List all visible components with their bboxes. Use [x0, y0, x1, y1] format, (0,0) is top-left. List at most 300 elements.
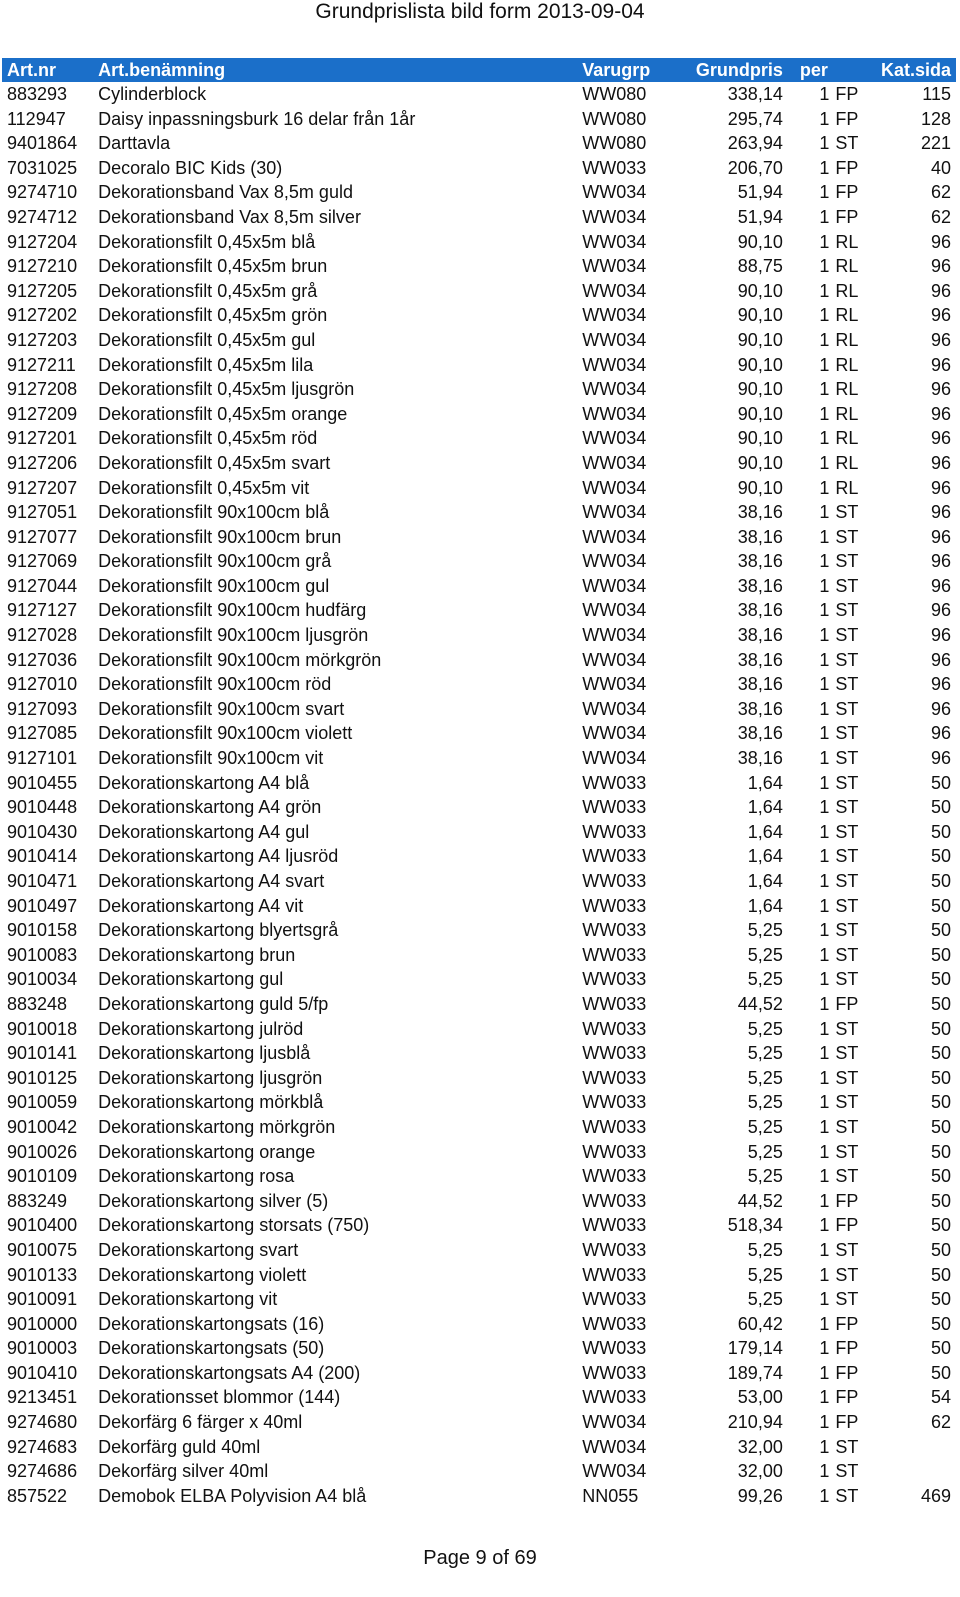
cell-art-nr: 9127036	[7, 649, 78, 670]
cell-art-nr: 9010400	[7, 1215, 78, 1236]
cell-unit: RL	[835, 231, 859, 252]
cell-unit: ST	[835, 1289, 859, 1310]
cell-qty: 1	[819, 944, 830, 965]
cell-kat-sida: 50	[930, 1362, 951, 1383]
cell-grundpris: 51,94	[737, 182, 783, 203]
cell-art-nr: 9010125	[7, 1067, 78, 1088]
cell-qty: 1	[819, 231, 830, 252]
cell-art-nr: 9127207	[7, 477, 78, 498]
table-row	[2, 598, 956, 623]
cell-art-name: Dekorationskartong ljusblå	[98, 1043, 311, 1064]
cell-grundpris: 210,94	[727, 1412, 783, 1433]
cell-varugrp: WW034	[582, 256, 647, 277]
cell-kat-sida: 96	[930, 502, 951, 523]
cell-qty: 1	[819, 1264, 830, 1285]
cell-unit: ST	[835, 969, 859, 990]
cell-grundpris: 51,94	[737, 206, 783, 227]
cell-grundpris: 38,16	[737, 502, 783, 523]
cell-grundpris: 38,16	[737, 748, 783, 769]
cell-varugrp: WW080	[582, 133, 647, 154]
cell-kat-sida: 50	[930, 1239, 951, 1260]
cell-art-nr: 9213451	[7, 1387, 78, 1408]
cell-art-name: Cylinderblock	[98, 84, 207, 104]
cell-qty: 1	[819, 1289, 830, 1310]
cell-varugrp: WW033	[582, 1116, 647, 1137]
cell-varugrp: WW034	[582, 723, 647, 744]
cell-kat-sida: 50	[930, 1338, 951, 1359]
cell-art-nr: 9127210	[7, 256, 78, 277]
cell-grundpris: 38,16	[737, 723, 783, 744]
cell-varugrp: WW033	[582, 821, 647, 842]
table-row	[2, 820, 956, 845]
cell-unit: FP	[835, 1190, 859, 1211]
cell-art-nr: 9274683	[7, 1436, 78, 1457]
cell-art-name: Dekorationskartong julröd	[98, 1018, 304, 1039]
cell-art-nr: 9401864	[7, 133, 78, 154]
cell-art-name: Dekorationsfilt 0,45x5m brun	[98, 256, 328, 277]
cell-unit: RL	[835, 477, 859, 498]
cell-varugrp: WW033	[582, 797, 647, 818]
cell-varugrp: WW033	[582, 1338, 647, 1359]
cell-art-nr: 9010091	[7, 1289, 78, 1310]
cell-unit: ST	[835, 772, 859, 793]
cell-varugrp: WW033	[582, 1190, 647, 1211]
cell-unit: RL	[835, 452, 859, 473]
cell-qty: 1	[819, 1338, 830, 1359]
cell-grundpris: 90,10	[737, 231, 783, 252]
cell-unit: ST	[835, 133, 859, 154]
cell-unit: FP	[835, 1387, 859, 1408]
cell-art-name: Dekorationskartong svart	[98, 1239, 299, 1260]
table-row	[2, 303, 956, 328]
cell-grundpris: 1,64	[747, 895, 783, 916]
cell-varugrp: WW033	[582, 1239, 647, 1260]
cell-art-name: Dekorationsfilt 0,45x5m röd	[98, 428, 318, 449]
cell-art-name: Dekorationskartong A4 gul	[98, 821, 310, 842]
cell-art-name: Dekorationsfilt 0,45x5m grön	[98, 305, 328, 326]
cell-art-nr: 9127206	[7, 452, 78, 473]
cell-art-nr: 9127204	[7, 231, 78, 252]
cell-qty: 1	[819, 403, 830, 424]
cell-unit: RL	[835, 329, 859, 350]
cell-art-name: Dekorationskartongsats A4 (200)	[98, 1362, 361, 1383]
cell-grundpris: 5,25	[747, 1092, 783, 1113]
table-row	[2, 623, 956, 648]
cell-art-name: Dekorationskartong ljusgrön	[98, 1067, 323, 1088]
cell-varugrp: WW034	[582, 698, 647, 719]
cell-art-nr: 9010075	[7, 1239, 78, 1260]
cell-varugrp: WW034	[582, 600, 647, 621]
table-row	[2, 1115, 956, 1140]
cell-qty: 1	[819, 1387, 830, 1408]
cell-kat-sida: 50	[930, 1043, 951, 1064]
cell-qty: 1	[819, 1215, 830, 1236]
cell-art-nr: 9010109	[7, 1166, 78, 1187]
cell-art-name: Daisy inpassningsburk 16 delar från 1år	[98, 108, 416, 129]
cell-varugrp: WW033	[582, 157, 647, 178]
table-header-row	[2, 58, 956, 82]
cell-art-nr: 9127201	[7, 428, 78, 449]
cell-varugrp: WW034	[582, 526, 647, 547]
cell-qty: 1	[819, 821, 830, 842]
cell-kat-sida: 96	[930, 379, 951, 400]
table-row	[2, 1484, 956, 1509]
cell-art-name: Dekorationsfilt 0,45x5m ljusgrön	[98, 379, 355, 400]
cell-grundpris: 1,64	[747, 797, 783, 818]
cell-kat-sida: 50	[930, 1166, 951, 1187]
cell-qty: 1	[819, 895, 830, 916]
table-row	[2, 967, 956, 992]
cell-unit: ST	[835, 502, 859, 523]
cell-unit: RL	[835, 305, 859, 326]
cell-varugrp: WW033	[582, 871, 647, 891]
cell-qty: 1	[819, 1190, 830, 1211]
cell-art-name: Dekorationsfilt 90x100cm hudfärg	[98, 600, 367, 621]
cell-qty: 1	[819, 84, 830, 104]
cell-art-nr: 9127208	[7, 379, 78, 400]
cell-art-nr: 9127028	[7, 625, 78, 646]
header-grundpris: Grundpris	[695, 60, 783, 80]
cell-grundpris: 179,14	[727, 1338, 783, 1359]
cell-qty: 1	[819, 551, 830, 572]
table-row	[2, 254, 956, 279]
cell-art-nr: 9127044	[7, 575, 78, 596]
cell-qty: 1	[819, 575, 830, 596]
cell-unit: ST	[835, 1239, 859, 1260]
cell-qty: 1	[819, 1239, 830, 1260]
cell-art-nr: 9127051	[7, 502, 78, 523]
cell-art-name: Dekorationsfilt 0,45x5m gul	[98, 329, 316, 350]
table-row	[2, 771, 956, 796]
table-row	[2, 500, 956, 525]
cell-unit: FP	[835, 1313, 859, 1334]
cell-art-name: Dekorationsfilt 90x100cm ljusgrön	[98, 625, 369, 646]
cell-varugrp: WW033	[582, 1313, 647, 1334]
table-row	[2, 697, 956, 722]
cell-qty: 1	[819, 846, 830, 867]
price-table	[2, 58, 956, 1508]
cell-qty: 1	[819, 698, 830, 719]
cell-qty: 1	[819, 1067, 830, 1088]
cell-unit: FP	[835, 84, 859, 104]
cell-kat-sida: 115	[922, 84, 951, 104]
cell-varugrp: WW034	[582, 477, 647, 498]
cell-qty: 1	[819, 1018, 830, 1039]
cell-unit: FP	[835, 108, 859, 129]
cell-kat-sida: 50	[930, 1141, 951, 1162]
table-row	[2, 156, 956, 181]
cell-art-name: Dekorationsfilt 0,45x5m lila	[98, 354, 314, 375]
cell-varugrp: WW033	[582, 1018, 647, 1039]
cell-art-name: Dekorationsfilt 0,45x5m orange	[98, 403, 348, 424]
cell-kat-sida: 50	[930, 1289, 951, 1310]
cell-art-nr: 9010158	[7, 920, 78, 941]
cell-unit: ST	[835, 575, 859, 596]
table-row	[2, 180, 956, 205]
cell-varugrp: WW034	[582, 625, 647, 646]
table-row	[2, 844, 956, 869]
cell-varugrp: WW033	[582, 772, 647, 793]
table-row	[2, 230, 956, 255]
cell-unit: FP	[835, 1412, 859, 1433]
table-row	[2, 1287, 956, 1312]
cell-varugrp: WW034	[582, 674, 647, 695]
cell-qty: 1	[819, 1043, 830, 1064]
cell-unit: ST	[835, 944, 859, 965]
table-row	[2, 426, 956, 451]
cell-kat-sida: 96	[930, 452, 951, 473]
cell-varugrp: WW034	[582, 551, 647, 572]
cell-qty: 1	[819, 182, 830, 203]
cell-varugrp: WW034	[582, 649, 647, 670]
cell-grundpris: 38,16	[737, 600, 783, 621]
table-row	[2, 1041, 956, 1066]
cell-varugrp: WW034	[582, 1436, 647, 1457]
cell-art-name: Dekorationskartong guld 5/fp	[98, 993, 329, 1014]
cell-art-nr: 9127127	[7, 600, 78, 621]
cell-kat-sida: 96	[930, 551, 951, 572]
cell-kat-sida: 96	[930, 280, 951, 301]
cell-qty: 1	[819, 305, 830, 326]
cell-art-nr: 112947	[7, 108, 66, 129]
cell-grundpris: 38,16	[737, 526, 783, 547]
cell-unit: RL	[835, 403, 859, 424]
table-row	[2, 1459, 956, 1484]
cell-art-name: Dekorationsfilt 90x100cm svart	[98, 698, 345, 719]
cell-art-name: Dekorationskartong storsats (750)	[98, 1215, 370, 1236]
cell-unit: ST	[835, 1461, 859, 1482]
cell-varugrp: WW034	[582, 206, 647, 227]
cell-kat-sida: 50	[930, 1018, 951, 1039]
cell-grundpris: 32,00	[737, 1436, 783, 1457]
cell-art-name: Dekorationskartong A4 vit	[98, 895, 304, 916]
cell-unit: ST	[835, 698, 859, 719]
table-row	[2, 328, 956, 353]
cell-art-name: Dekorationskartong mörkgrön	[98, 1116, 336, 1137]
cell-unit: ST	[835, 1141, 859, 1162]
cell-unit: RL	[835, 379, 859, 400]
cell-grundpris: 90,10	[737, 452, 783, 473]
cell-art-name: Dekorationskartong violett	[98, 1264, 307, 1285]
cell-art-name: Dekorationsfilt 90x100cm mörkgrön	[98, 649, 382, 670]
table-row	[2, 1140, 956, 1165]
cell-kat-sida: 50	[930, 993, 951, 1014]
cell-unit: FP	[835, 1338, 859, 1359]
cell-art-nr: 7031025	[7, 157, 78, 178]
cell-grundpris: 338,14	[727, 84, 783, 104]
cell-varugrp: WW034	[582, 305, 647, 326]
cell-art-nr: 9274712	[7, 206, 78, 227]
cell-art-name: Dekorationskartongsats (16)	[98, 1313, 325, 1334]
cell-grundpris: 44,52	[737, 993, 783, 1014]
cell-varugrp: WW033	[582, 1067, 647, 1088]
cell-qty: 1	[819, 354, 830, 375]
cell-kat-sida: 96	[930, 477, 951, 498]
cell-art-nr: 9010410	[7, 1362, 78, 1383]
cell-kat-sida: 50	[930, 821, 951, 842]
table-row	[2, 1017, 956, 1042]
cell-art-nr: 9127069	[7, 551, 78, 572]
cell-grundpris: 1,64	[747, 821, 783, 842]
table-row	[2, 795, 956, 820]
cell-art-name: Dekorationskartong orange	[98, 1141, 316, 1162]
cell-grundpris: 53,00	[737, 1387, 783, 1408]
cell-art-nr: 9010133	[7, 1264, 78, 1285]
header-art-nr: Art.nr	[7, 60, 56, 80]
cell-art-nr: 883248	[7, 993, 68, 1014]
cell-grundpris: 44,52	[737, 1190, 783, 1211]
table-row	[2, 918, 956, 943]
cell-kat-sida: 96	[930, 625, 951, 646]
cell-varugrp: WW033	[582, 1166, 647, 1187]
table-row	[2, 377, 956, 402]
cell-art-nr: 9127211	[7, 354, 76, 375]
cell-kat-sida: 50	[930, 895, 951, 916]
cell-grundpris: 32,00	[737, 1461, 783, 1482]
cell-art-name: Dekorationsband Vax 8,5m guld	[98, 182, 353, 203]
cell-unit: ST	[835, 1116, 859, 1137]
cell-grundpris: 206,70	[727, 157, 783, 178]
table-row	[2, 1312, 956, 1337]
cell-kat-sida: 50	[930, 1067, 951, 1088]
cell-art-name: Dekorationskartong mörkblå	[98, 1092, 324, 1113]
cell-art-nr: 9010497	[7, 895, 78, 916]
cell-grundpris: 5,25	[747, 1166, 783, 1187]
cell-varugrp: WW034	[582, 1412, 647, 1433]
cell-qty: 1	[819, 920, 830, 941]
cell-grundpris: 90,10	[737, 354, 783, 375]
cell-unit: FP	[835, 206, 859, 227]
cell-qty: 1	[819, 1141, 830, 1162]
cell-art-nr: 9127202	[7, 305, 78, 326]
cell-unit: ST	[835, 649, 859, 670]
table-row	[2, 451, 956, 476]
table-row	[2, 869, 956, 894]
cell-kat-sida: 96	[930, 329, 951, 350]
cell-kat-sida: 50	[930, 871, 951, 891]
cell-art-name: Dekorationskartong brun	[98, 944, 296, 965]
cell-unit: ST	[835, 871, 859, 891]
table-row	[2, 82, 956, 107]
cell-unit: FP	[835, 157, 859, 178]
cell-grundpris: 1,64	[747, 846, 783, 867]
cell-unit: FP	[835, 1362, 859, 1383]
cell-art-nr: 9010448	[7, 797, 78, 818]
cell-qty: 1	[819, 871, 830, 891]
cell-kat-sida: 96	[930, 354, 951, 375]
table-row	[2, 894, 956, 919]
table-row	[2, 1213, 956, 1238]
cell-grundpris: 5,25	[747, 1043, 783, 1064]
cell-grundpris: 5,25	[747, 1018, 783, 1039]
header-varugrp: Varugrp	[582, 60, 651, 80]
cell-unit: ST	[835, 1485, 859, 1506]
cell-varugrp: WW033	[582, 1092, 647, 1113]
cell-art-nr: 9127010	[7, 674, 78, 695]
cell-qty: 1	[819, 772, 830, 793]
cell-grundpris: 5,25	[747, 1289, 783, 1310]
table-row	[2, 279, 956, 304]
cell-art-name: Dekorationsfilt 90x100cm violett	[98, 723, 353, 744]
cell-kat-sida: 62	[930, 182, 951, 203]
cell-art-nr: 9010471	[7, 871, 78, 891]
cell-varugrp: WW034	[582, 1461, 647, 1482]
cell-qty: 1	[819, 280, 830, 301]
cell-kat-sida: 50	[930, 772, 951, 793]
cell-qty: 1	[819, 625, 830, 646]
cell-art-nr: 9127101	[7, 748, 78, 769]
cell-art-nr: 9127093	[7, 698, 78, 719]
cell-kat-sida: 128	[920, 108, 951, 129]
cell-art-nr: 9127209	[7, 403, 78, 424]
cell-varugrp: WW033	[582, 969, 647, 990]
table-row	[2, 402, 956, 427]
cell-unit: RL	[835, 354, 859, 375]
cell-kat-sida: 96	[930, 305, 951, 326]
cell-art-nr: 9274710	[7, 182, 78, 203]
cell-varugrp: WW033	[582, 1387, 647, 1408]
cell-kat-sida: 50	[930, 1092, 951, 1113]
table-row	[2, 1238, 956, 1263]
cell-qty: 1	[819, 1362, 830, 1383]
cell-qty: 1	[819, 797, 830, 818]
table-row	[2, 1066, 956, 1091]
cell-varugrp: WW033	[582, 895, 647, 916]
cell-art-name: Decoralo BIC Kids (30)	[98, 157, 283, 178]
cell-grundpris: 5,25	[747, 1116, 783, 1137]
cell-varugrp: WW034	[582, 379, 647, 400]
cell-kat-sida: 96	[930, 428, 951, 449]
cell-kat-sida: 96	[930, 649, 951, 670]
cell-grundpris: 5,25	[747, 1264, 783, 1285]
cell-kat-sida: 96	[930, 748, 951, 769]
cell-varugrp: WW033	[582, 1141, 647, 1162]
cell-art-nr: 9010141	[7, 1043, 78, 1064]
cell-kat-sida: 469	[920, 1485, 951, 1506]
cell-art-name: Dekorationskartong A4 ljusröd	[98, 846, 339, 867]
cell-qty: 1	[819, 1412, 830, 1433]
cell-grundpris: 90,10	[737, 428, 783, 449]
cell-varugrp: WW034	[582, 575, 647, 596]
table-row	[2, 1090, 956, 1115]
cell-kat-sida: 50	[930, 846, 951, 867]
cell-unit: ST	[835, 797, 859, 818]
header-art-name: Art.benämning	[98, 60, 226, 80]
cell-qty: 1	[819, 1436, 830, 1457]
cell-varugrp: WW034	[582, 452, 647, 473]
cell-unit: ST	[835, 1043, 859, 1064]
table-row	[2, 672, 956, 697]
cell-grundpris: 90,10	[737, 280, 783, 301]
cell-unit: RL	[835, 280, 859, 301]
cell-art-nr: 9010034	[7, 969, 78, 990]
cell-varugrp: WW080	[582, 84, 647, 104]
cell-unit: FP	[835, 182, 859, 203]
cell-art-name: Dekorationskartong A4 blå	[98, 772, 310, 793]
cell-kat-sida: 50	[930, 1215, 951, 1236]
cell-grundpris: 1,64	[747, 772, 783, 793]
cell-art-name: Dekorationsfilt 90x100cm röd	[98, 674, 332, 695]
cell-qty: 1	[819, 1461, 830, 1482]
cell-art-nr: 9127205	[7, 280, 78, 301]
table-row	[2, 1336, 956, 1361]
cell-kat-sida: 50	[930, 1116, 951, 1137]
cell-art-name: Dekorationskartong blyertsgrå	[98, 920, 339, 941]
cell-unit: ST	[835, 600, 859, 621]
cell-kat-sida: 50	[930, 920, 951, 941]
cell-unit: RL	[835, 256, 859, 277]
cell-unit: ST	[835, 1067, 859, 1088]
